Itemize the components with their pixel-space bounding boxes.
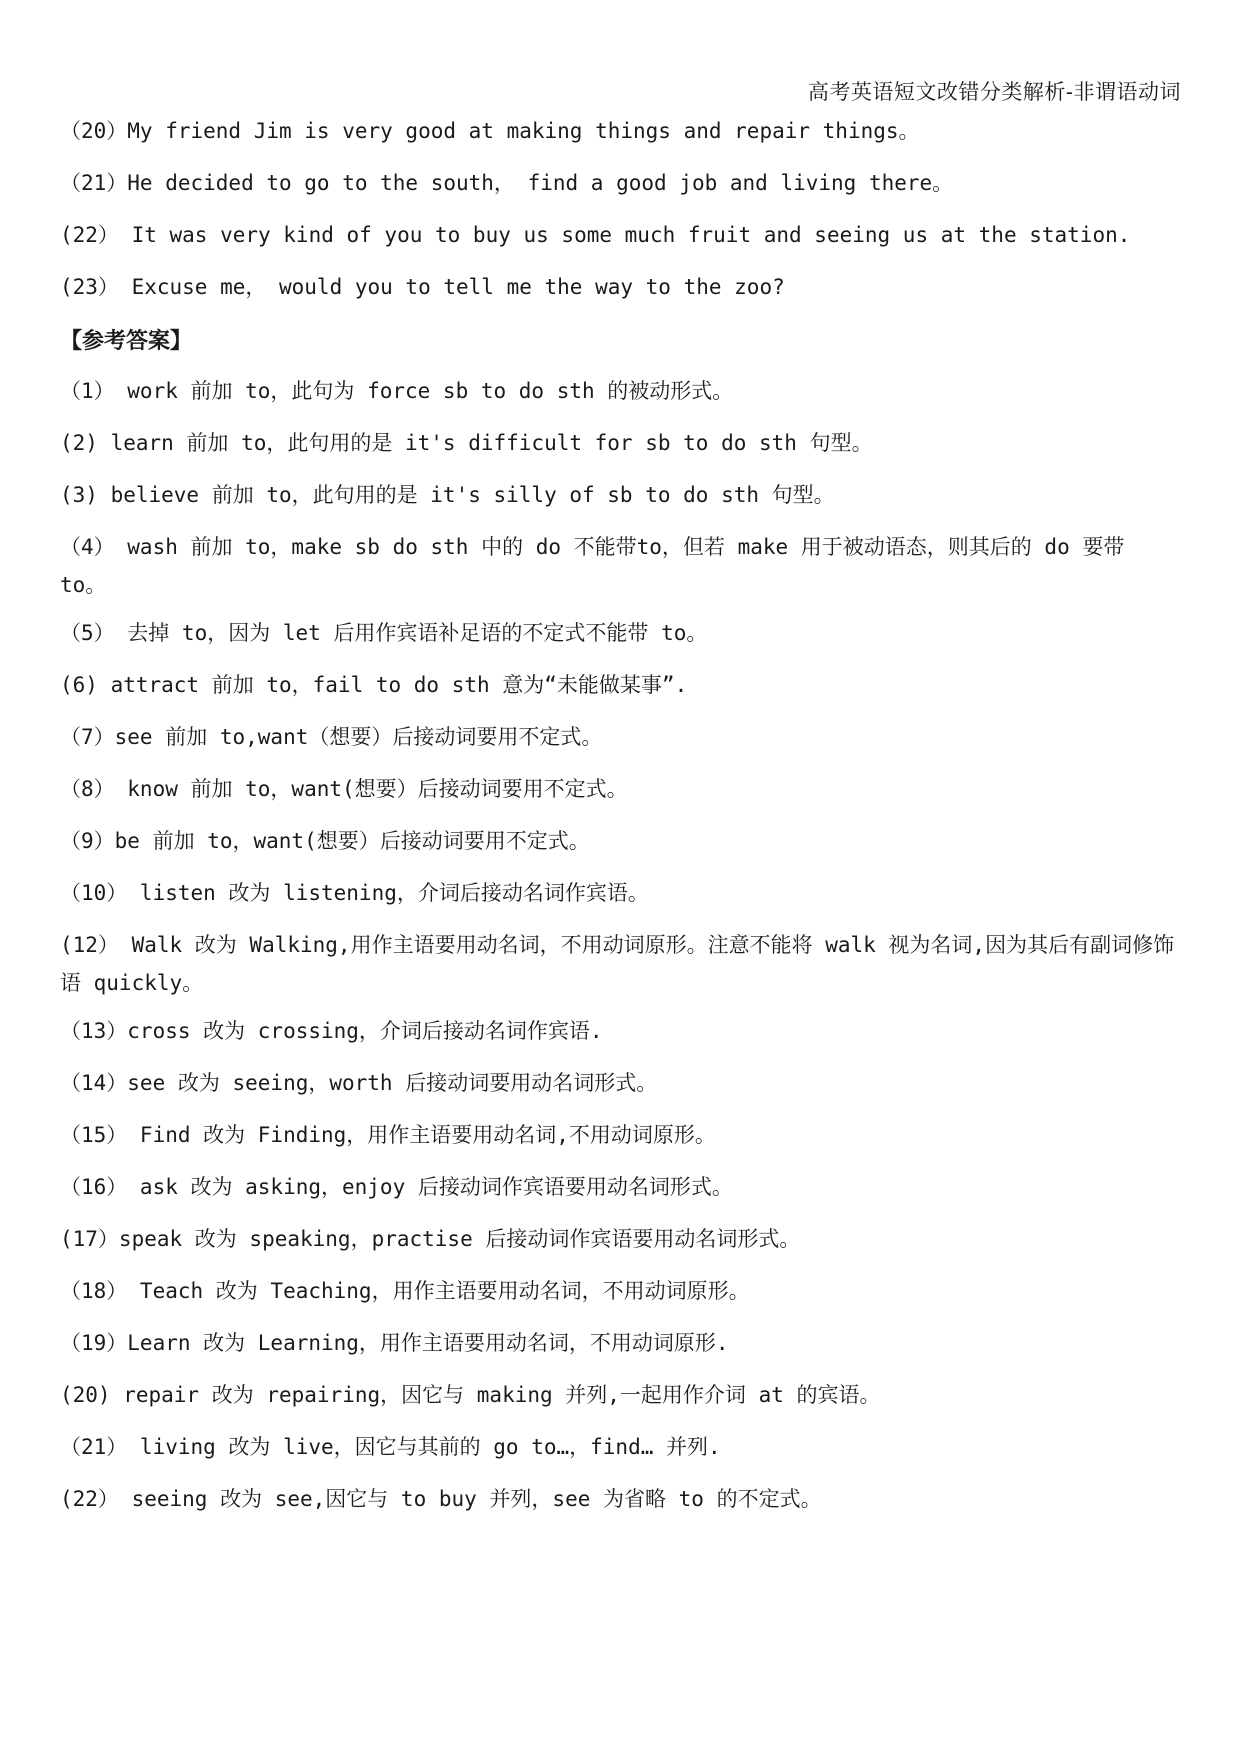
answer-10: （10） listen 改为 listening，介词后接动名词作宾语。: [60, 881, 649, 905]
answer-1: （1） work 前加 to，此句为 force sb to do sth 的被动形式。: [60, 379, 734, 403]
answer-20: (20) repair 改为 repairing，因它与 making 并列,一起用作介词 at 的宾语。: [60, 1383, 881, 1407]
answer-2: (2) learn 前加 to，此句用的是 it's difficult for sb to do sth 句型。: [60, 431, 873, 455]
answer-18: （18） Teach 改为 Teaching，用作主语要用动名词，不用动词原形。: [60, 1279, 750, 1303]
answer-9: （9）be 前加 to，want(想要）后接动词要用不定式。: [60, 829, 590, 853]
answer-21: （21） living 改为 live，因它与其前的 go to…，find… 并列.: [60, 1435, 721, 1459]
answer-15: （15） Find 改为 Finding，用作主语要用动名词,不用动词原形。: [60, 1123, 716, 1147]
answer-14: （14）see 改为 seeing，worth 后接动词要用动名词形式。: [60, 1071, 658, 1095]
question-21: （21）He decided to go to the south， find a good job and living there。: [60, 171, 954, 195]
answer-13: （13）cross 改为 crossing，介词后接动名词作宾语.: [60, 1019, 603, 1043]
question-20: （20）My friend Jim is very good at making things and repair things。: [60, 119, 920, 143]
page-header-title: 高考英语短文改错分类解析-非谓语动词: [807, 80, 1181, 104]
answer-6: (6) attract 前加 to，fail to do sth 意为“未能做某事”.: [60, 673, 688, 697]
question-23: (23） Excuse me， would you to tell me the way to the zoo?: [60, 275, 785, 299]
answer-8: （8） know 前加 to，want(想要）后接动词要用不定式。: [60, 777, 628, 801]
answer-19: （19）Learn 改为 Learning，用作主语要用动名词，不用动词原形.: [60, 1331, 729, 1355]
answer-5: （5） 去掉 to，因为 let 后用作宾语补足语的不定式不能带 to。: [60, 621, 708, 645]
answer-3: (3) believe 前加 to，此句用的是 it's silly of sb to do sth 句型。: [60, 483, 835, 507]
answer-22: (22） seeing 改为 see,因它与 to buy 并列，see 为省略 to 的不定式。: [60, 1487, 822, 1511]
question-22: (22） It was very kind of you to buy us some much fruit and seeing us at the station.: [60, 223, 1131, 247]
answer-17: (17）speak 改为 speaking，practise 后接动词作宾语要用动名词形式。: [60, 1227, 801, 1251]
answer-12: (12） Walk 改为 Walking,用作主语要用动名词，不用动词原形。注意不能将 walk 视为名词,因为其后有副词修饰语 quickly。: [60, 933, 1175, 995]
answer-7: （7）see 前加 to,want（想要）后接动词要用不定式。: [60, 725, 603, 749]
answer-4: （4） wash 前加 to，make sb do sth 中的 do 不能带to，但若 make 用于被动语态，则其后的 do 要带 to。: [60, 535, 1138, 597]
answer-heading: 【参考答案】: [60, 329, 193, 354]
answer-16: （16） ask 改为 asking，enjoy 后接动词作宾语要用动名词形式。: [60, 1175, 733, 1199]
